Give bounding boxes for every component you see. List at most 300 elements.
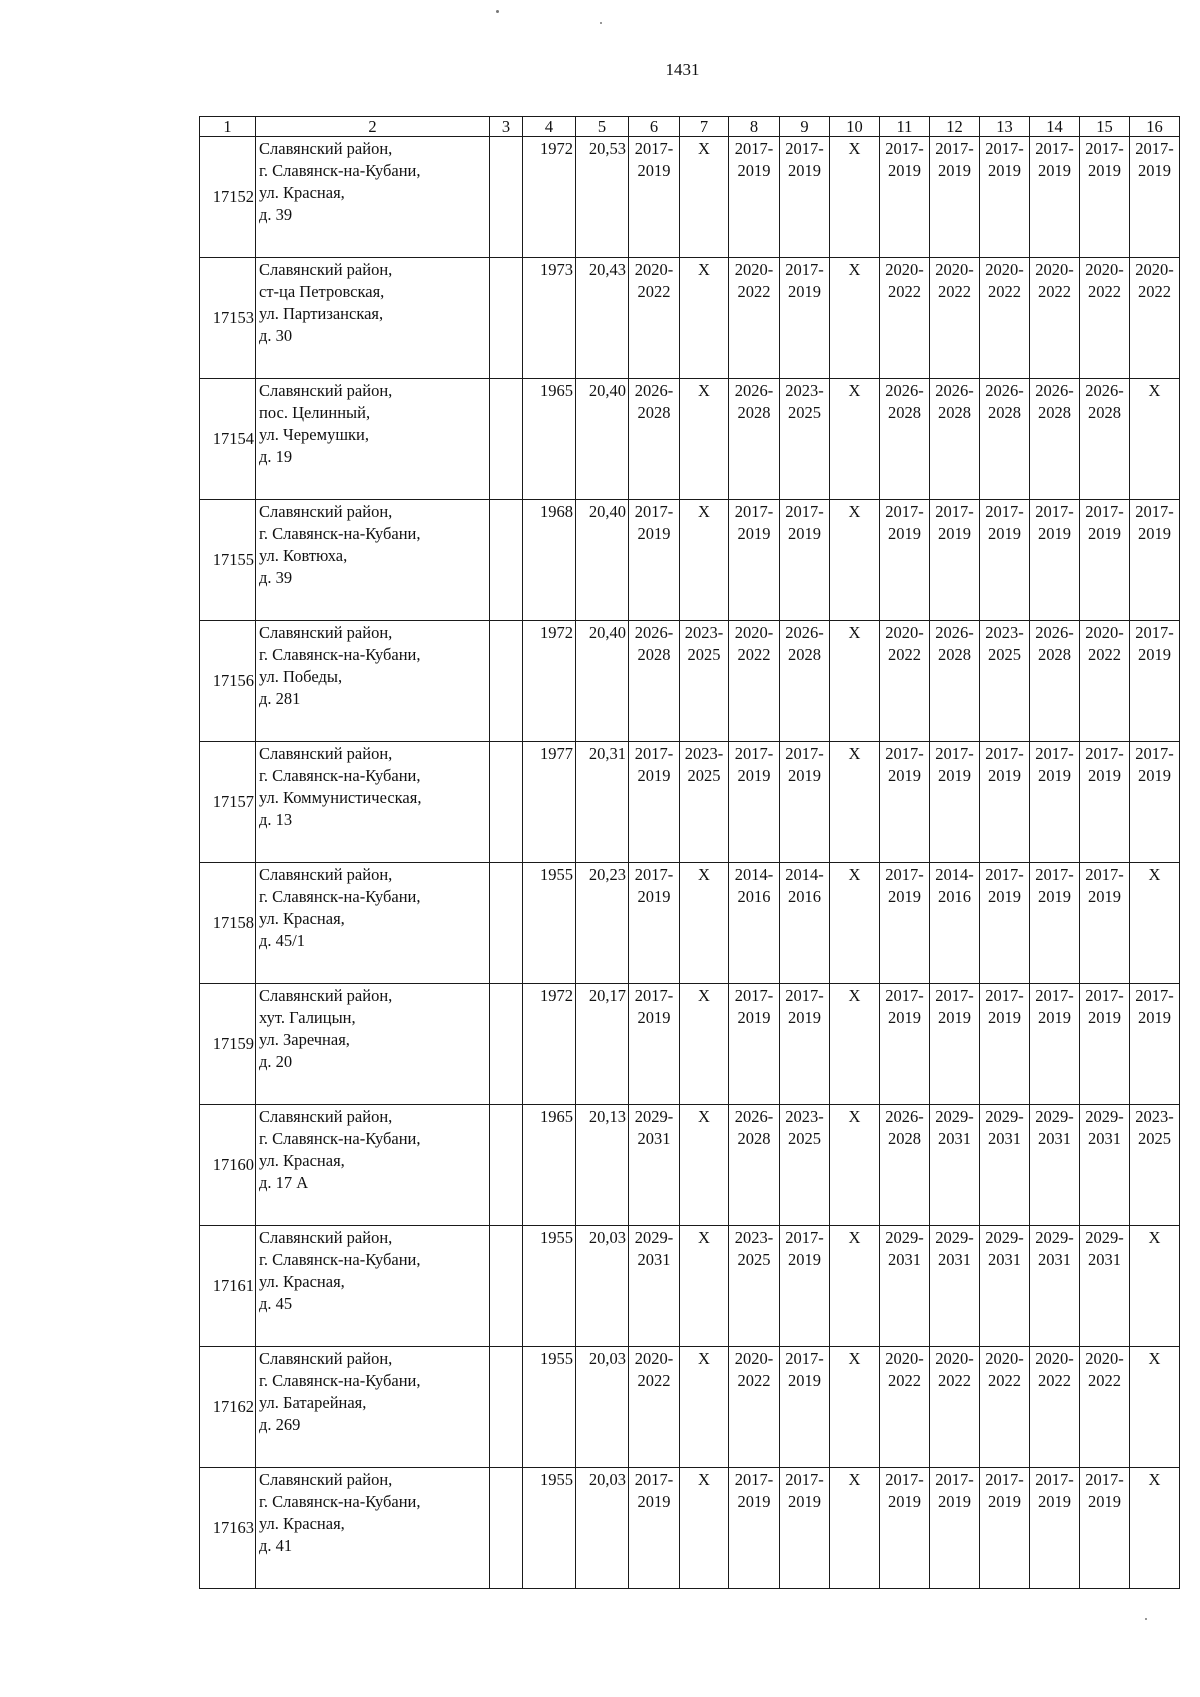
cell-text: X [698, 381, 710, 400]
cell-text: 2019 [938, 524, 971, 543]
period-cell [880, 621, 930, 742]
header-cell: 15 [1080, 117, 1130, 137]
period-cell [629, 379, 680, 500]
page-number: 1431 [665, 60, 700, 79]
year-cell: 1955 [523, 1226, 576, 1347]
cell-text: 2017- [1085, 502, 1124, 521]
cell-text: 2017- [1135, 986, 1174, 1005]
cell-text: 2026- [935, 623, 974, 642]
address-line: ул. Красная, [259, 1272, 345, 1291]
cell-text: 2022 [1038, 1371, 1071, 1390]
address-line: д. 20 [259, 1052, 293, 1071]
header-cell: 7 [680, 117, 729, 137]
period-cell [1080, 137, 1130, 258]
cell-text: X [1148, 1470, 1161, 1489]
header-cell: 16 [1130, 117, 1180, 137]
cell-text: X [698, 986, 710, 1005]
period-cell [980, 1105, 1030, 1226]
cell-text: 2022 [888, 282, 921, 301]
period-cell [629, 1105, 680, 1226]
cell-text: 2019 [938, 1492, 971, 1511]
address-cell [256, 621, 490, 742]
cell-text: X [698, 260, 710, 279]
period-cell [880, 500, 930, 621]
period-cell [729, 863, 780, 984]
cell-text: 2031 [637, 1129, 671, 1148]
address-line: ул. Батарейная, [259, 1393, 367, 1412]
cell-text: 2029- [1035, 1107, 1074, 1126]
cell-text: 2022 [737, 645, 771, 664]
table-row [200, 863, 1180, 984]
cell-text: 2017- [1085, 744, 1124, 763]
cell-text: 2026- [634, 623, 674, 642]
cell-text: 2026- [885, 381, 924, 400]
header-cell: 4 [523, 117, 576, 137]
cell-text: 2029- [1085, 1228, 1124, 1247]
record-id: 17154 [200, 379, 256, 500]
address-line: д. 269 [259, 1415, 301, 1434]
cell-text: X [848, 1470, 861, 1489]
cell-text: 2031 [1038, 1129, 1071, 1148]
cell-text: 2019 [788, 282, 821, 301]
x-mark-cell [830, 863, 880, 984]
cell-text: 2022 [888, 645, 921, 664]
cell-text: 2017- [734, 139, 774, 158]
cell-text: X [848, 1228, 861, 1247]
period-cell [1030, 1468, 1080, 1589]
cell-text: 2017- [985, 865, 1024, 884]
area-cell: 20,53 [576, 137, 629, 258]
period-cell [1030, 863, 1080, 984]
record-id: 17157 [200, 742, 256, 863]
cell-text: 2017- [734, 744, 774, 763]
cell-text: 2022 [1088, 1371, 1121, 1390]
cell-text: 2020- [935, 260, 974, 279]
cell-text: X [848, 1107, 861, 1126]
cell-text: 2029- [985, 1228, 1024, 1247]
period-cell [780, 1226, 830, 1347]
record-id: 17152 [200, 137, 256, 258]
cell-text: X [698, 1107, 710, 1126]
x-mark-cell [830, 742, 880, 863]
record-id: 17158 [200, 863, 256, 984]
cell-text: 2017- [634, 865, 674, 884]
address-line: Славянский район, [259, 1107, 393, 1126]
cell-text: 2019 [788, 1492, 821, 1511]
cell-text: 2020- [885, 1349, 924, 1368]
cell-text: X [848, 260, 861, 279]
cell-text: 2017- [935, 744, 974, 763]
cell-text: 2026- [634, 381, 674, 400]
address-line: д. 17 А [259, 1173, 309, 1192]
period-cell [680, 621, 729, 742]
cell-text: 2017- [634, 502, 674, 521]
cell-text: 2022 [1138, 282, 1171, 301]
area-cell: 20,40 [576, 500, 629, 621]
cell-text: 2016 [737, 887, 771, 906]
cell-text: 2017- [634, 744, 674, 763]
period-cell [1030, 500, 1080, 621]
record-id: 17163 [200, 1468, 256, 1589]
cell-text: 2017- [734, 502, 774, 521]
cell-text: 2014- [785, 865, 824, 884]
cell-text: 2031 [1038, 1250, 1071, 1269]
table-row [200, 1347, 1180, 1468]
header-cell: 3 [490, 117, 523, 137]
cell-text: 2019 [938, 766, 971, 785]
period-cell [980, 1468, 1030, 1589]
cell-text: 2017- [785, 1228, 824, 1247]
cell-text: 2026- [985, 381, 1024, 400]
table-row [200, 1468, 1180, 1589]
empty-cell [490, 1468, 523, 1589]
cell-text: 2019 [1038, 524, 1071, 543]
year-cell: 1955 [523, 1468, 576, 1589]
header-cell: 8 [729, 117, 780, 137]
x-mark-cell [680, 863, 729, 984]
period-cell [980, 258, 1030, 379]
period-cell [930, 1226, 980, 1347]
table-row [200, 1226, 1180, 1347]
cell-text: 2026- [785, 623, 824, 642]
cell-text: 2028 [888, 1129, 921, 1148]
cell-text: 2019 [637, 887, 671, 906]
period-cell [1080, 742, 1130, 863]
record-id: 17162 [200, 1347, 256, 1468]
period-cell [629, 984, 680, 1105]
period-cell [930, 621, 980, 742]
cell-text: 2017- [1035, 744, 1074, 763]
empty-cell [490, 1226, 523, 1347]
cell-text: 2017- [1135, 502, 1174, 521]
cell-text: 2017- [885, 986, 924, 1005]
cell-text: 2017- [734, 1470, 774, 1489]
cell-text: X [848, 139, 861, 158]
period-cell [930, 500, 980, 621]
cell-text: X [698, 1470, 710, 1489]
x-mark-cell [680, 500, 729, 621]
x-mark-cell [830, 258, 880, 379]
cell-text: 2019 [1088, 887, 1121, 906]
address-line: д. 30 [259, 326, 293, 345]
cell-text: 2022 [938, 1371, 971, 1390]
cell-text: 2017- [1035, 986, 1074, 1005]
cell-text: 2026- [885, 1107, 924, 1126]
address-line: д. 281 [259, 689, 301, 708]
cell-text: 2019 [1038, 1008, 1071, 1027]
cell-text: 2019 [988, 161, 1021, 180]
cell-text: 2023- [684, 623, 724, 642]
scan-speck [1145, 1618, 1147, 1620]
cell-text: 2019 [737, 1008, 771, 1027]
cell-text: 2019 [1088, 524, 1121, 543]
x-mark-cell [680, 258, 729, 379]
x-mark-cell [830, 1226, 880, 1347]
address-line: д. 39 [259, 568, 293, 587]
cell-text: 2019 [1038, 161, 1071, 180]
empty-cell [490, 984, 523, 1105]
period-cell [629, 258, 680, 379]
cell-text: 2020- [734, 260, 774, 279]
cell-text: 2022 [737, 282, 771, 301]
period-cell [930, 1105, 980, 1226]
address-line: д. 39 [259, 205, 293, 224]
cell-text: 2017- [634, 139, 674, 158]
period-cell [980, 137, 1030, 258]
cell-text: 2020- [935, 1349, 974, 1368]
cell-text: 2022 [1088, 282, 1121, 301]
record-id: 17159 [200, 984, 256, 1105]
period-cell [729, 742, 780, 863]
cell-text: 2017- [785, 260, 824, 279]
period-cell [880, 984, 930, 1105]
cell-text: 2017- [1135, 139, 1174, 158]
cell-text: 2019 [737, 524, 771, 543]
cell-text: 2019 [888, 524, 921, 543]
address-line: г. Славянск-на-Кубани, [259, 1371, 421, 1390]
address-line: Славянский район, [259, 1470, 393, 1489]
empty-cell [490, 379, 523, 500]
period-cell [880, 137, 930, 258]
cell-text: X [848, 1349, 861, 1368]
cell-text: 2029- [935, 1107, 974, 1126]
x-mark-cell [830, 379, 880, 500]
cell-text: 2022 [988, 282, 1021, 301]
period-cell [980, 379, 1030, 500]
cell-text: 2031 [1088, 1129, 1121, 1148]
period-cell [729, 984, 780, 1105]
cell-text: 2026- [734, 1107, 774, 1126]
cell-text: X [848, 623, 861, 642]
period-cell [980, 1347, 1030, 1468]
x-mark-cell [1130, 863, 1180, 984]
record-id: 17161 [200, 1226, 256, 1347]
period-cell [629, 1347, 680, 1468]
period-cell [980, 742, 1030, 863]
cell-text: 2019 [888, 1008, 921, 1027]
cell-text: 2023- [1135, 1107, 1174, 1126]
cell-text: 2019 [788, 161, 821, 180]
address-line: ул. Коммунистическая, [259, 788, 422, 807]
period-cell [780, 500, 830, 621]
empty-cell [490, 621, 523, 742]
header-cell: 12 [930, 117, 980, 137]
address-line: г. Славянск-на-Кубани, [259, 887, 421, 906]
cell-text: 2017- [734, 986, 774, 1005]
period-cell [1080, 1226, 1130, 1347]
cell-text: 2019 [788, 1008, 821, 1027]
cell-text: X [1148, 1228, 1161, 1247]
address-line: г. Славянск-на-Кубани, [259, 1250, 421, 1269]
x-mark-cell [1130, 1347, 1180, 1468]
period-cell [980, 621, 1030, 742]
cell-text: 2017- [634, 1470, 674, 1489]
year-cell: 1972 [523, 984, 576, 1105]
period-cell [980, 984, 1030, 1105]
cell-text: 2028 [737, 403, 771, 422]
address-line: ул. Красная, [259, 183, 345, 202]
cell-text: 2019 [637, 161, 671, 180]
cell-text: 2017- [885, 139, 924, 158]
cell-text: 2019 [1088, 1492, 1121, 1511]
record-id: 17155 [200, 500, 256, 621]
period-cell [1080, 1347, 1130, 1468]
address-line: г. Славянск-на-Кубани, [259, 1492, 421, 1511]
cell-text: 2028 [737, 1129, 771, 1148]
area-cell: 20,17 [576, 984, 629, 1105]
year-cell: 1965 [523, 1105, 576, 1226]
scan-speck [496, 10, 499, 13]
period-cell [980, 863, 1030, 984]
header-cell: 1 [200, 117, 256, 137]
cell-text: 2019 [988, 887, 1021, 906]
period-cell [880, 379, 930, 500]
cell-text: 2029- [1085, 1107, 1124, 1126]
period-cell [780, 1105, 830, 1226]
period-cell [1080, 1468, 1130, 1589]
address-line: д. 45/1 [259, 931, 305, 950]
cell-text: 2025 [687, 645, 721, 664]
cell-text: 2023- [684, 744, 724, 763]
cell-text: 2017- [785, 1349, 824, 1368]
cell-text: 2019 [1138, 524, 1171, 543]
period-cell [880, 863, 930, 984]
address-cell [256, 1226, 490, 1347]
period-cell [880, 742, 930, 863]
period-cell [729, 1226, 780, 1347]
cell-text: 2025 [788, 403, 821, 422]
header-row [200, 117, 1180, 137]
address-line: Славянский район, [259, 502, 393, 521]
cell-text: 2031 [938, 1250, 971, 1269]
cell-text: 2028 [1038, 403, 1071, 422]
period-cell [1080, 1105, 1130, 1226]
cell-text: 2017- [935, 502, 974, 521]
cell-text: 2017- [1135, 744, 1174, 763]
cell-text: 2031 [888, 1250, 921, 1269]
cell-text: 2017- [935, 139, 974, 158]
cell-text: X [698, 139, 710, 158]
cell-text: X [698, 502, 710, 521]
cell-text: 2019 [888, 1492, 921, 1511]
address-line: Славянский район, [259, 744, 393, 763]
address-cell [256, 863, 490, 984]
cell-text: 2022 [988, 1371, 1021, 1390]
cell-text: X [848, 986, 861, 1005]
cell-text: 2017- [1035, 502, 1074, 521]
period-cell [1130, 1105, 1180, 1226]
period-cell [1030, 1347, 1080, 1468]
empty-cell [490, 137, 523, 258]
cell-text: 2020- [634, 1349, 674, 1368]
cell-text: 2019 [1088, 1008, 1121, 1027]
cell-text: 2020- [734, 623, 774, 642]
cell-text: 2017- [1035, 1470, 1074, 1489]
cell-text: 2017- [885, 502, 924, 521]
cell-text: 2017- [985, 139, 1024, 158]
period-cell [729, 379, 780, 500]
table-row [200, 984, 1180, 1105]
cell-text: 2019 [1138, 161, 1171, 180]
cell-text: 2031 [988, 1129, 1021, 1148]
period-cell [1080, 621, 1130, 742]
year-cell: 1972 [523, 137, 576, 258]
address-line: г. Славянск-на-Кубани, [259, 1129, 421, 1148]
year-cell: 1972 [523, 621, 576, 742]
x-mark-cell [830, 500, 880, 621]
cell-text: 2019 [788, 1371, 821, 1390]
x-mark-cell [680, 1105, 729, 1226]
address-line: пос. Целинный, [259, 403, 371, 422]
address-cell [256, 1105, 490, 1226]
cell-text: 2022 [637, 282, 671, 301]
period-cell [980, 1226, 1030, 1347]
cell-text: 2020- [634, 260, 674, 279]
period-cell [780, 1468, 830, 1589]
cell-text: 2019 [1038, 766, 1071, 785]
cell-text: 2028 [938, 403, 971, 422]
address-cell [256, 742, 490, 863]
empty-cell [490, 863, 523, 984]
period-cell [780, 742, 830, 863]
year-cell: 1973 [523, 258, 576, 379]
period-cell [930, 379, 980, 500]
cell-text: 2017- [785, 744, 824, 763]
cell-text: 2019 [1038, 1492, 1071, 1511]
cell-text: 2023- [734, 1228, 774, 1247]
address-cell [256, 1468, 490, 1589]
cell-text: 2026- [1085, 381, 1124, 400]
cell-text: 2025 [988, 645, 1021, 664]
cell-text: 2017- [985, 986, 1024, 1005]
period-cell [629, 1226, 680, 1347]
table-body [200, 117, 1180, 1589]
cell-text: 2019 [888, 766, 921, 785]
cell-text: 2023- [785, 1107, 824, 1126]
address-line: г. Славянск-на-Кубани, [259, 524, 421, 543]
cell-text: 2017- [885, 865, 924, 884]
period-cell [880, 1468, 930, 1589]
address-line: хут. Галицын, [259, 1008, 356, 1027]
cell-text: 2022 [1038, 282, 1071, 301]
address-cell [256, 379, 490, 500]
cell-text: 2028 [637, 403, 671, 422]
cell-text: 2022 [637, 1371, 671, 1390]
record-id: 17160 [200, 1105, 256, 1226]
period-cell [629, 1468, 680, 1589]
period-cell [729, 1347, 780, 1468]
cell-text: X [848, 502, 861, 521]
cell-text: 2017- [935, 986, 974, 1005]
cell-text: 2019 [988, 1008, 1021, 1027]
x-mark-cell [830, 984, 880, 1105]
header-cell: 10 [830, 117, 880, 137]
period-cell [880, 1226, 930, 1347]
cell-text: X [1148, 381, 1161, 400]
address-line: д. 13 [259, 810, 293, 829]
x-mark-cell [680, 984, 729, 1105]
period-cell [1080, 500, 1130, 621]
cell-text: 2020- [1035, 1349, 1074, 1368]
cell-text: 2017- [1035, 139, 1074, 158]
x-mark-cell [1130, 1468, 1180, 1589]
table-row [200, 621, 1180, 742]
cell-text: 2017- [1085, 865, 1124, 884]
cell-text: 2022 [1088, 645, 1121, 664]
cell-text: 2020- [885, 260, 924, 279]
period-cell [930, 742, 980, 863]
cell-text: 2019 [637, 1492, 671, 1511]
